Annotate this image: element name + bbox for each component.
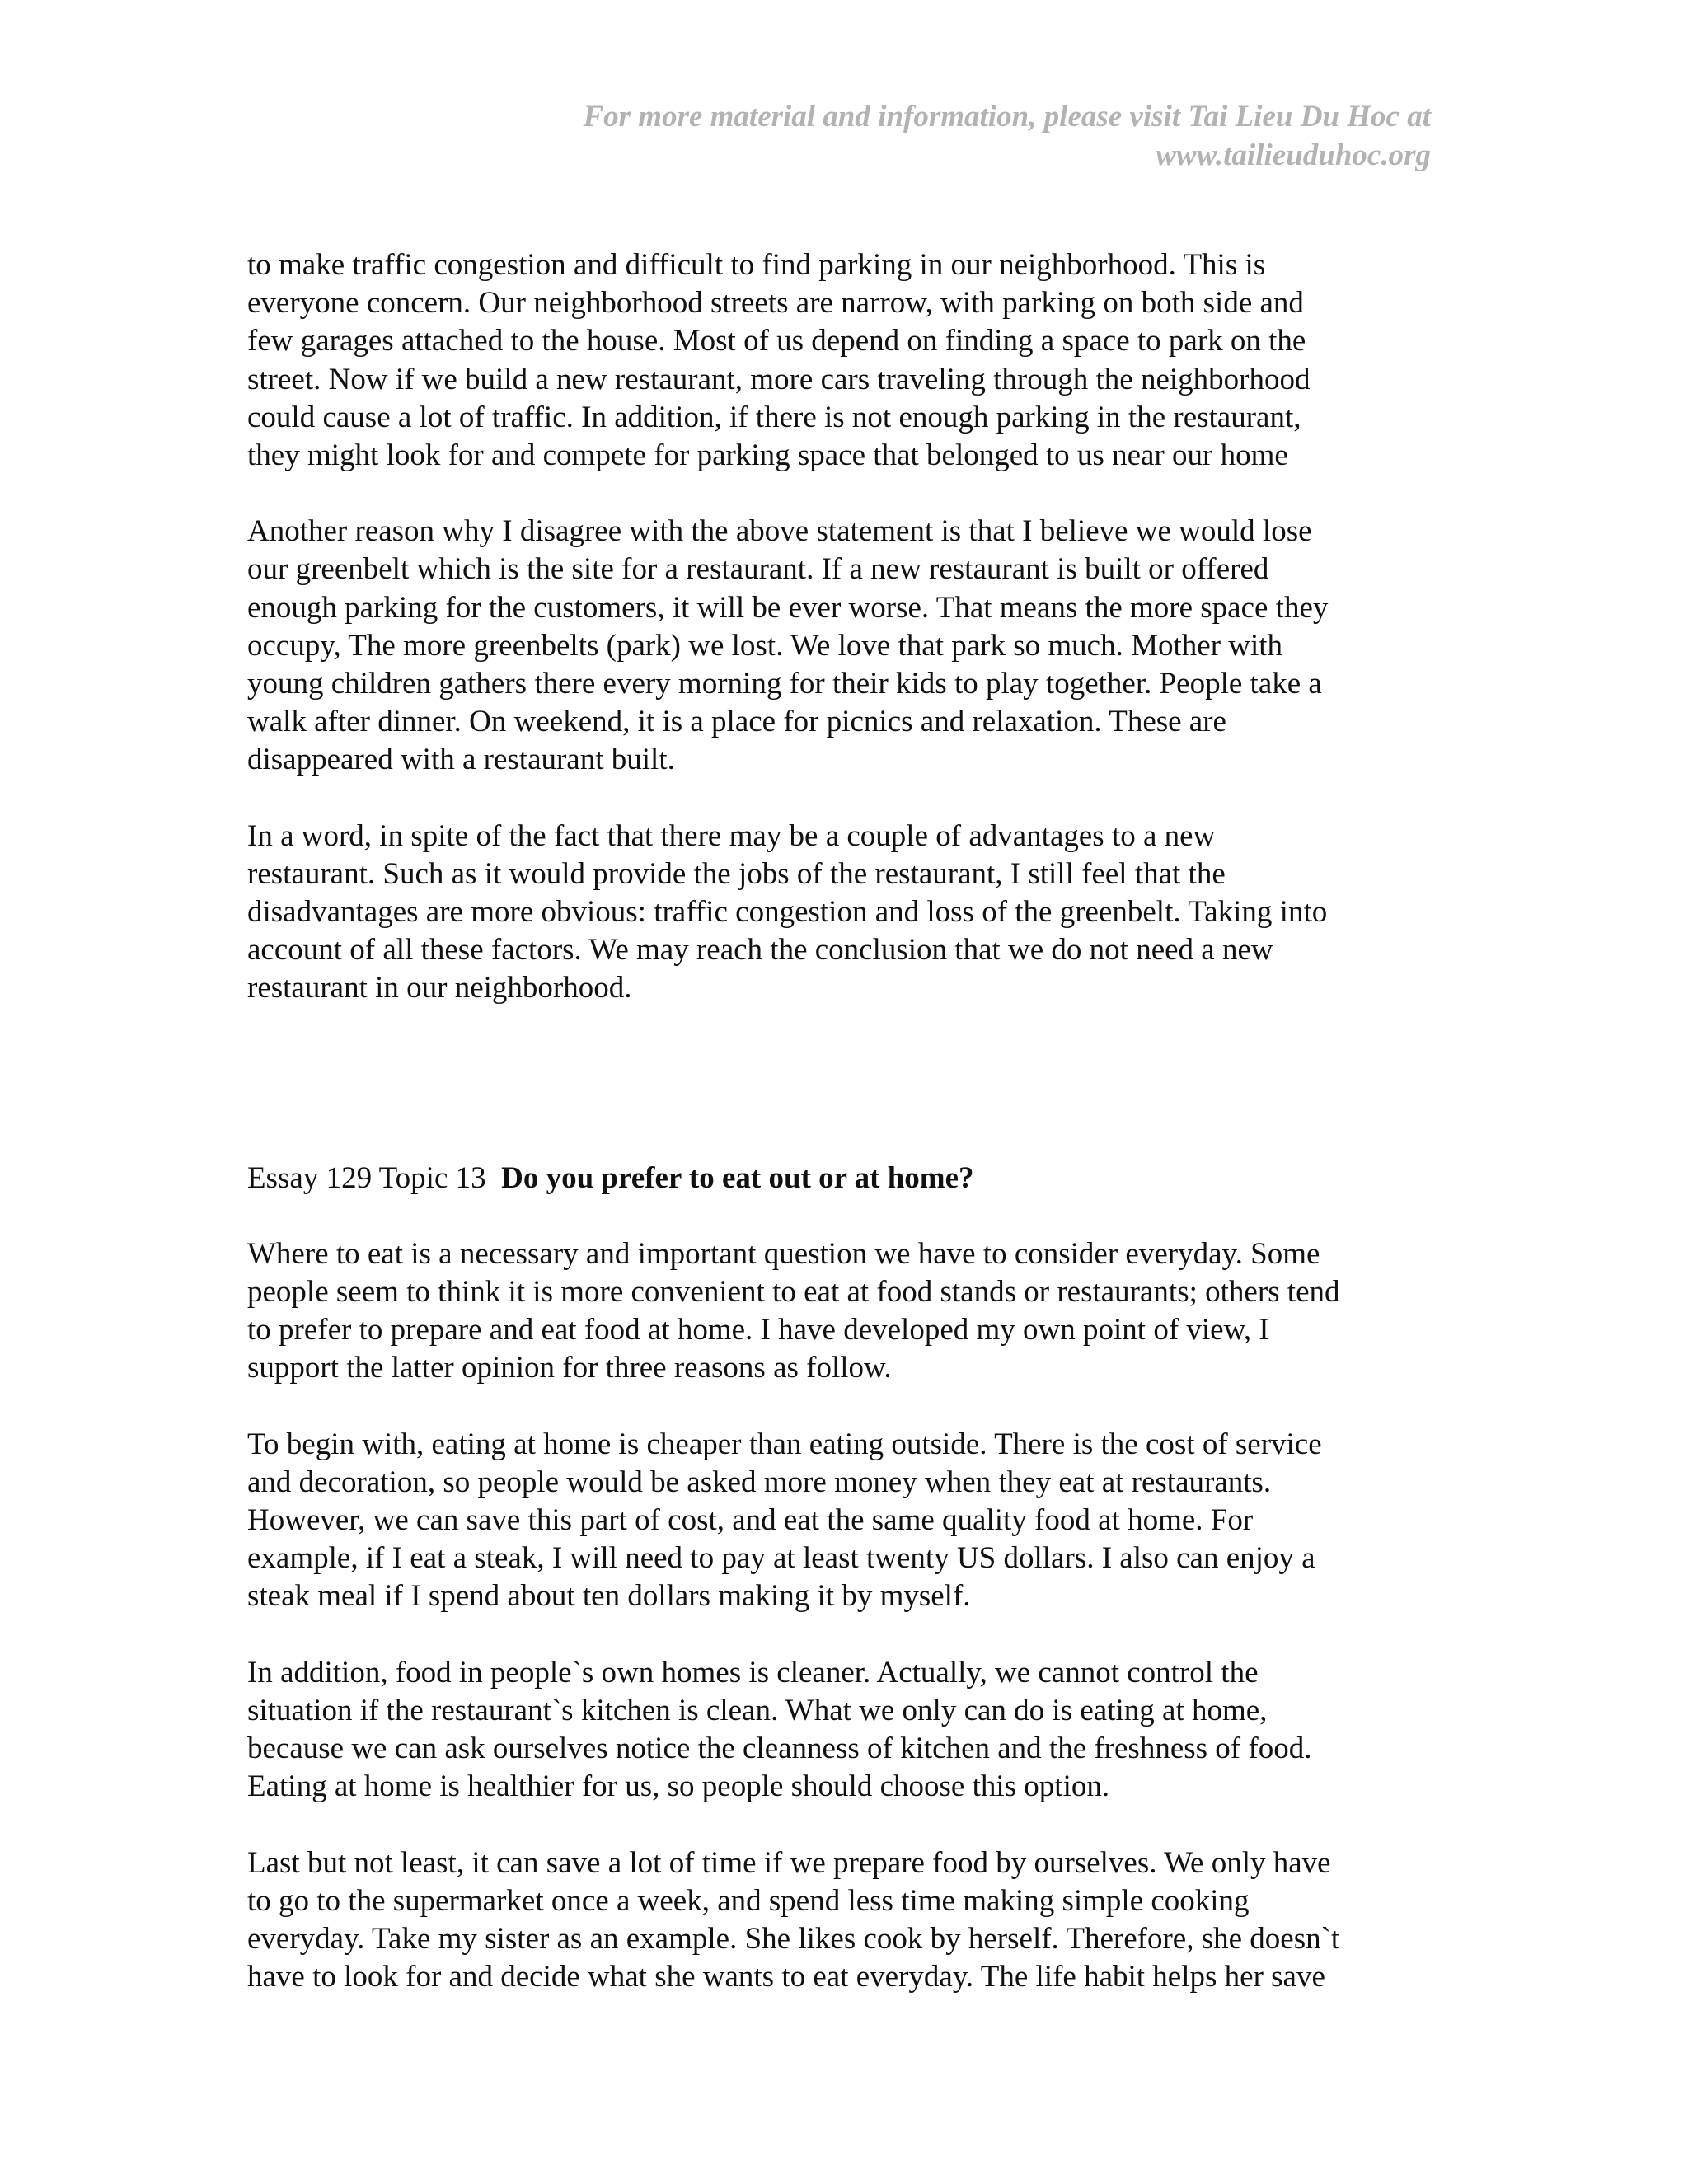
text-line: could cause a lot of traffic. In addition, if there is not enough parking in the restaurant,: [247, 400, 1301, 434]
text-line: because we can ask ourselves notice the cleanness of kitchen and the freshness of food.: [247, 1732, 1312, 1766]
essay-label: Essay 129 Topic 13: [247, 1160, 486, 1195]
text-line: people seem to think it is more convenient to eat at food stands or restaurants; others tend: [247, 1275, 1340, 1310]
text-line: example, if I eat a steak, I will need to pay at least twenty US dollars. I also can enjoy a: [247, 1541, 1315, 1576]
section-spacer: [247, 1008, 1459, 1160]
text-line: To begin with, eating at home is cheaper than eating outside. There is the cost of service: [247, 1427, 1322, 1461]
text-line: to make traffic congestion and difficult to find parking in our neighborhood. This is: [247, 248, 1266, 282]
paragraph-spacer: [247, 780, 1459, 818]
text-line: Last but not least, it can save a lot of time if we prepare food by ourselves. We only have: [247, 1845, 1331, 1880]
paragraph-spacer: [247, 1807, 1459, 1844]
essay-paragraph-3: [247, 1654, 1459, 1807]
paragraph-3: [247, 818, 1459, 1008]
text-line: restaurant. Such as it would provide the jobs of the restaurant, I still feel that the: [247, 856, 1226, 891]
document-body: [247, 246, 1459, 1996]
essay-paragraph-4: [247, 1844, 1459, 1997]
paragraph-spacer: [247, 1197, 1459, 1235]
text-line: However, we can save this part of cost, and eat the same quality food at home. For: [247, 1503, 1254, 1538]
text-line: have to look for and decide what she wants to eat everyday. The life habit helps her save: [247, 1960, 1325, 1994]
text-line: In a word, in spite of the fact that there may be a couple of advantages to a new: [247, 818, 1216, 853]
text-line: steak meal if I spend about ten dollars making it by myself.: [247, 1579, 971, 1614]
text-line: to prefer to prepare and eat food at home. I have developed my own point of view, I: [247, 1313, 1269, 1347]
header-line-1: For more material and information, please visit Tai Lieu Du Hoc at: [583, 100, 1431, 134]
header-link[interactable]: www.tailieuduhoc.org: [1156, 138, 1431, 172]
paragraph-spacer: [247, 1388, 1459, 1426]
text-line: enough parking for the customers, it will be ever worse. That means the more space they: [247, 590, 1329, 625]
text-line: Where to eat is a necessary and important question we have to consider everyday. Some: [247, 1236, 1320, 1271]
text-line: Another reason why I disagree with the above statement is that I believe we would lose: [247, 514, 1312, 549]
essay-paragraph-1: [247, 1235, 1459, 1388]
text-line: our greenbelt which is the site for a restaurant. If a new restaurant is built or offered: [247, 552, 1269, 587]
paragraph-2: [247, 513, 1459, 779]
text-line: few garages attached to the house. Most of us depend on finding a space to park on the: [247, 324, 1306, 359]
text-line: Eating at home is healthier for us, so people should choose this option.: [247, 1769, 1110, 1804]
paragraph-spacer: [247, 475, 1459, 513]
text-line: young children gathers there every morning for their kids to play together. People take a: [247, 667, 1322, 701]
essay-paragraph-2: [247, 1426, 1459, 1616]
text-line: they might look for and compete for parking space that belonged to us near our home: [247, 438, 1288, 473]
text-line: disadvantages are more obvious: traffic congestion and loss of the greenbelt. Taking into: [247, 895, 1328, 930]
page-header: [359, 97, 1431, 175]
essay-title: [247, 1160, 1459, 1197]
text-line: walk after dinner. On weekend, it is a place for picnics and relaxation. These are: [247, 705, 1226, 739]
text-line: disappeared with a restaurant built.: [247, 743, 675, 777]
text-line: everyday. Take my sister as an example. She likes cook by herself. Therefore, she doesn`t: [247, 1921, 1340, 1956]
text-line: occupy, The more greenbelts (park) we lost. We love that park so much. Mother with: [247, 628, 1283, 663]
paragraph-spacer: [247, 1616, 1459, 1654]
text-line: to go to the supermarket once a week, and spend less time making simple cooking: [247, 1883, 1250, 1918]
text-line: support the latter opinion for three reasons as follow.: [247, 1351, 892, 1385]
essay-question: Do you prefer to eat out or at home?: [501, 1160, 974, 1195]
text-line: street. Now if we build a new restaurant, more cars traveling through the neighborhood: [247, 362, 1311, 396]
text-line: In addition, food in people`s own homes is cleaner. Actually, we cannot control the: [247, 1655, 1259, 1690]
text-line: and decoration, so people would be asked more money when they eat at restaurants.: [247, 1465, 1272, 1499]
text-line: situation if the restaurant`s kitchen is clean. What we only can do is eating at home,: [247, 1693, 1268, 1727]
text-line: account of all these factors. We may reach the conclusion that we do not need a new: [247, 933, 1273, 968]
paragraph-1: [247, 246, 1459, 475]
text-line: everyone concern. Our neighborhood streets are narrow, with parking on both side and: [247, 286, 1304, 321]
text-line: restaurant in our neighborhood.: [247, 971, 632, 1005]
